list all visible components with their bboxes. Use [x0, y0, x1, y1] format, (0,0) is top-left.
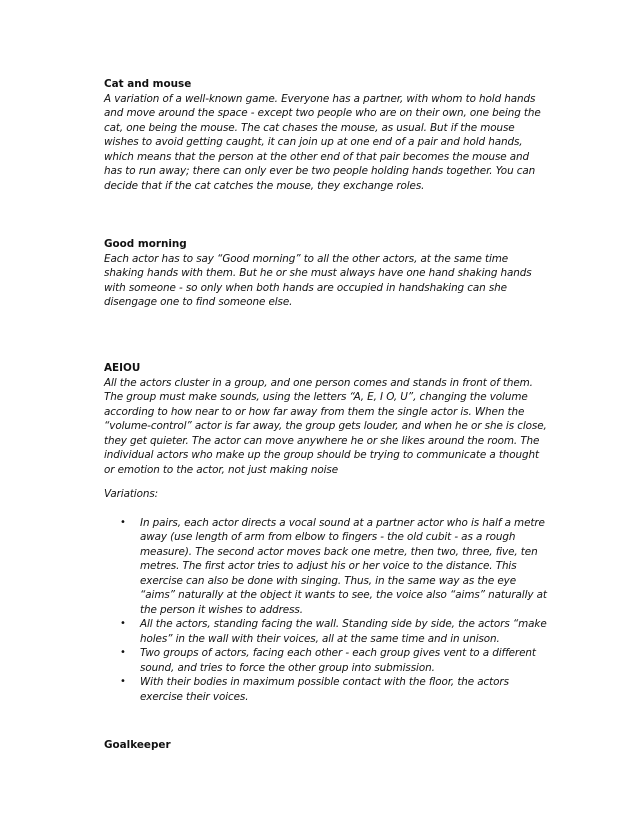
variations-list: [104, 516, 550, 705]
bullet-icon: •: [120, 676, 126, 687]
section-body: All the actors cluster in a group, and one person comes and stands in front of them. The group must make sounds, using the letters “A, E, I O, U”, changing the volume according to how near to or how far away from them the single actor is. When the “volume-control” actor is far away, the group gets louder, and when he or she is close, they get quieter. The actor can move anywhere he or she likes around the room. The individual actors who make up the group should be trying to communicate a thought or emotion to the actor, not just making noise: [104, 376, 547, 476]
section-title: Good morning: [104, 238, 187, 250]
list-item: [104, 675, 550, 704]
bullet-icon: •: [120, 516, 126, 528]
section-body: A variation of a well-known game. Everyone has a partner, with whom to hold hands and move around the space - except two people who are on their own, one being the cat, one being the mouse. The cat chases the mouse, as usual. But if the mouse wishes to avoid getting caught, it can join up at one end of a pair and hold hands, which means that the person at the other end of that pair becomes the mouse and has to run away; there can only ever be two people holding hands together. You can decide that if the cat catches the mouse, they exchange roles.: [104, 92, 541, 192]
section-title: Cat and mouse: [104, 78, 192, 90]
variations-label: Variations:: [104, 488, 159, 500]
list-item: [104, 617, 550, 646]
section-cat-and-mouse: [104, 77, 550, 193]
list-item-text: With their bodies in maximum possible contact with the floor, the actors exercise their voices.: [140, 676, 509, 703]
list-item-text: In pairs, each actor directs a vocal sound at a partner actor who is half a metre away (use length of arm from elbow to fingers - the old cubit - as a rough measure). The second actor moves back one metre, then two, three, five, ten metres. The first actor tries to adjust his or her voice to the distance. This exercise can also be done with singing. Thus, in the same way as the eye “aims” naturally at the object it wants to see, the voice also “aims” naturally at the person it wishes to address.: [140, 516, 547, 616]
bullet-icon: •: [120, 647, 126, 658]
section-title: Goalkeeper: [104, 739, 171, 751]
section-body: Each actor has to say “Good morning” to all the other actors, at the same time shaking hands with them. But he or she must always have one hand shaking hands with someone - so only when both hands are occupied in handshaking can she disengage one to find someone else.: [104, 252, 532, 308]
section-title: AEIOU: [104, 362, 141, 374]
list-item: [104, 646, 550, 675]
list-item-text: All the actors, standing facing the wall. Standing side by side, the actors “make holes” in the wall with their voices, all at the same time and in unison.: [140, 618, 547, 645]
list-item: [104, 516, 550, 618]
section-aeiou: [104, 361, 550, 704]
bullet-icon: •: [120, 618, 126, 629]
section-good-morning: [104, 237, 550, 310]
section-goalkeeper: [104, 738, 550, 753]
list-item-text: Two groups of actors, facing each other - each group gives vent to a different sound, and tries to force the other group into submission.: [140, 647, 536, 674]
